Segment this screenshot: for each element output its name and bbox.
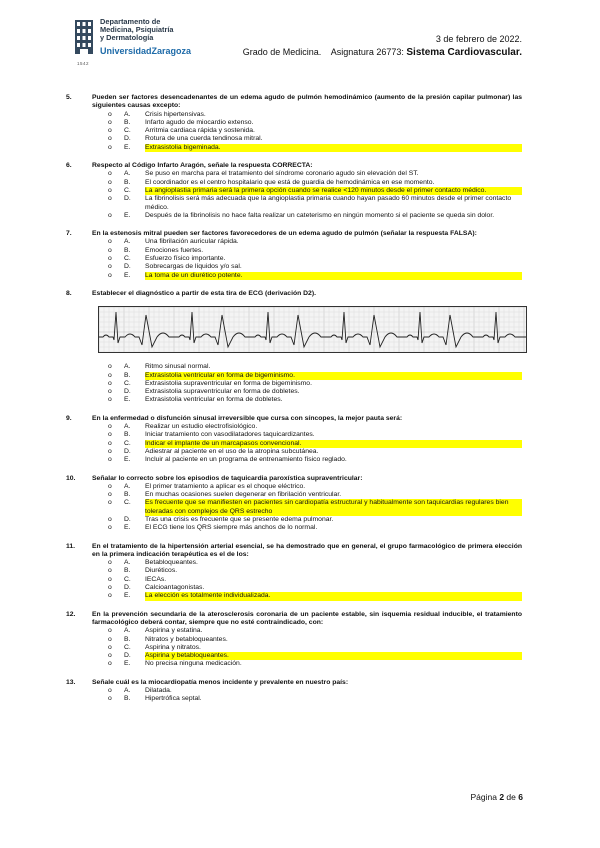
option-text: Incluir al paciente en un programa de entrenamiento físico reglado. xyxy=(145,456,347,464)
option-letter: D. xyxy=(124,388,131,396)
question-text: En la prevención secundaria de la aterosclerosis coronaria de un paciente estable, sin isquemia residual inducible, el tratamiento farmacológico deberá contar, siempre que no esté contraindicado, con: xyxy=(92,610,522,626)
option-text: Calcioantagonistas. xyxy=(145,584,205,592)
question-8 xyxy=(66,289,522,405)
option-letter: D. xyxy=(124,515,131,523)
question-number: 8. xyxy=(66,289,72,297)
option-letter: C. xyxy=(124,255,131,263)
subject-code: Asignatura 26773: xyxy=(330,47,404,57)
option-letter: E. xyxy=(124,143,131,151)
option-letter: C. xyxy=(124,186,131,194)
option-a xyxy=(108,483,522,491)
option-b xyxy=(108,567,522,575)
option-text-highlighted: Indicar el implante de un marcapasos convencional. xyxy=(145,440,522,448)
question-number: 5. xyxy=(66,94,72,101)
option-bullet: o xyxy=(108,439,112,447)
option-letter: B. xyxy=(124,567,131,575)
option-letter: A. xyxy=(124,423,131,431)
option-letter: E. xyxy=(124,211,131,219)
page-footer xyxy=(470,792,523,802)
option-letter: B. xyxy=(124,491,131,499)
option-d xyxy=(108,388,522,396)
option-letter: A. xyxy=(124,627,131,635)
question-header xyxy=(66,162,522,170)
option-bullet: o xyxy=(108,110,112,118)
option-text-highlighted: La toma de un diurético potente. xyxy=(145,272,522,280)
option-text-highlighted: Es frecuente que se manifiesten en pacientes sin cardiopatía estructural y habitualmente son taquicardias regulares bien toleradas con complejos de QRS estrecho xyxy=(145,499,522,516)
option-text: Iniciar tratamiento con vasodilatadores taquicardizantes. xyxy=(145,431,315,439)
option-bullet: o xyxy=(108,238,112,246)
option-bullet: o xyxy=(108,491,112,499)
option-c xyxy=(108,127,522,135)
option-text: Nitratos y betabloqueantes. xyxy=(145,635,228,643)
question-text: Respecto al Código Infarto Aragón, señale la respuesta CORRECTA: xyxy=(92,162,313,170)
option-e xyxy=(108,396,522,404)
option-bullet: o xyxy=(108,584,112,592)
option-text: El coordinador es el centro hospitalario que está de guardia de hemodinámica en ese momento. xyxy=(145,178,435,186)
option-e xyxy=(108,524,522,532)
option-b xyxy=(108,372,522,380)
option-letter: D. xyxy=(124,263,131,271)
option-b xyxy=(108,491,522,499)
option-a xyxy=(108,423,522,431)
questions-list xyxy=(66,94,522,714)
option-e xyxy=(108,272,522,280)
option-b xyxy=(108,119,522,127)
option-a xyxy=(108,363,522,371)
option-bullet: o xyxy=(108,363,112,371)
option-bullet: o xyxy=(108,271,112,279)
option-text: Tras una crisis es frecuente que se presente edema pulmonar. xyxy=(145,515,334,523)
option-letter: B. xyxy=(124,431,131,439)
option-bullet: o xyxy=(108,186,112,194)
option-d xyxy=(108,652,522,660)
question-10 xyxy=(66,474,522,533)
option-letter: B. xyxy=(124,695,131,703)
question-5 xyxy=(66,94,522,152)
option-letter: E. xyxy=(124,660,131,668)
option-letter: D. xyxy=(124,135,131,143)
option-text: Después de la fibrinolisis no hace falta realizar un cateterismo en ningún momento si el paciente se queda sin dolor. xyxy=(145,211,495,219)
option-e xyxy=(108,456,522,464)
option-d xyxy=(108,195,522,212)
option-bullet: o xyxy=(108,170,112,178)
option-d xyxy=(108,263,522,271)
option-bullet: o xyxy=(108,575,112,583)
option-bullet: o xyxy=(108,423,112,431)
option-bullet: o xyxy=(108,635,112,643)
page-header xyxy=(0,0,600,78)
option-bullet: o xyxy=(108,643,112,651)
option-letter: E. xyxy=(124,592,131,600)
option-text: Esfuerzo físico importante. xyxy=(145,255,226,263)
option-e xyxy=(108,660,522,668)
option-letter: D. xyxy=(124,195,131,203)
option-letter: C. xyxy=(124,499,131,507)
page-label: Página xyxy=(470,792,497,802)
option-bullet: o xyxy=(108,499,112,507)
option-letter: A. xyxy=(124,363,131,371)
option-bullet: o xyxy=(108,687,112,695)
option-text: Betabloqueantes. xyxy=(145,559,198,567)
option-e xyxy=(108,212,522,220)
option-letter: E. xyxy=(124,456,131,464)
option-letter: D. xyxy=(124,447,131,455)
option-text: Extrasistolia supraventricular en forma de dobletes. xyxy=(145,388,300,396)
option-text: En muchas ocasiones suelen degenerar en fibrilación ventricular. xyxy=(145,491,342,499)
option-a xyxy=(108,170,522,178)
option-letter: E. xyxy=(124,524,131,532)
dept-line-3: y Dermatología xyxy=(100,33,154,43)
option-bullet: o xyxy=(108,559,112,567)
option-letter: B. xyxy=(124,371,131,379)
option-bullet: o xyxy=(108,627,112,635)
question-text: Señalar lo correcto sobre los episodios de taquicardia paroxística supraventricular: xyxy=(92,474,363,482)
option-text: Hipertrófica septal. xyxy=(145,695,202,703)
option-e xyxy=(108,144,522,152)
option-text: Se puso en marcha para el tratamiento del síndrome coronario agudo sin elevación del ST. xyxy=(145,170,419,178)
option-b xyxy=(108,636,522,644)
page-total: 6 xyxy=(518,792,523,802)
option-letter: D. xyxy=(124,652,131,660)
question-text: En la estenosis mitral pueden ser factores favorecedores de un edema agudo de pulmón (señalar la respuesta FALSA): xyxy=(92,230,477,238)
option-c xyxy=(108,499,522,516)
option-c xyxy=(108,187,522,195)
option-bullet: o xyxy=(108,456,112,464)
option-bullet: o xyxy=(108,246,112,254)
option-bullet: o xyxy=(108,652,112,660)
option-bullet: o xyxy=(108,396,112,404)
option-text: Aspirina y estatina. xyxy=(145,627,203,635)
option-text: IECAs. xyxy=(145,575,167,583)
dept-line-1: Departamento de xyxy=(100,17,161,26)
question-11 xyxy=(66,542,522,601)
option-c xyxy=(108,255,522,263)
option-text: Rotura de una cuerda tendinosa mitral. xyxy=(145,135,263,143)
question-header xyxy=(66,289,522,298)
dept-line-2: Medicina, Psiquiatría xyxy=(100,25,174,35)
question-header xyxy=(66,94,522,111)
option-bullet: o xyxy=(108,447,112,455)
option-bullet: o xyxy=(108,195,112,203)
university-crest-icon xyxy=(73,18,95,60)
question-number: 10. xyxy=(66,474,76,482)
option-letter: E. xyxy=(124,396,131,404)
option-c xyxy=(108,380,522,388)
option-text: La fibrinolisis será más adecuada que la angioplastia primaria cuando hayan pasado 60 minutos desde el primer contacto médico. xyxy=(145,195,512,211)
option-d xyxy=(108,516,522,524)
option-bullet: o xyxy=(108,135,112,143)
option-text-highlighted: Extrasistolia bigeminada. xyxy=(145,144,522,152)
option-letter: D. xyxy=(124,584,131,592)
degree-name: Grado de Medicina. xyxy=(242,47,322,57)
option-text: Extrasistolia supraventricular en forma de bigeminismo. xyxy=(145,379,312,387)
exam-date: 3 de febrero de 2022. xyxy=(435,34,522,44)
option-bullet: o xyxy=(108,127,112,135)
department-name xyxy=(100,18,174,43)
question-header xyxy=(66,414,522,423)
question-13 xyxy=(66,678,522,704)
option-c xyxy=(108,576,522,584)
option-letter: A. xyxy=(124,110,131,118)
page-current: 2 xyxy=(499,792,505,802)
founding-year: 1542 xyxy=(77,61,90,66)
question-header xyxy=(66,678,522,687)
option-a xyxy=(108,238,522,246)
option-d xyxy=(108,135,522,143)
question-number: 6. xyxy=(66,162,72,170)
page-of: de xyxy=(506,792,516,802)
option-letter: A. xyxy=(124,238,131,246)
option-letter: A. xyxy=(124,687,131,695)
option-letter: C. xyxy=(124,127,131,135)
option-text-highlighted: Extrasistolia ventricular en forma de bigeminismo. xyxy=(145,372,522,380)
question-9 xyxy=(66,414,522,465)
option-e xyxy=(108,592,522,600)
option-text: Sobrecargas de líquidos y/o sal. xyxy=(145,263,242,271)
option-text: Ritmo sinusal normal. xyxy=(145,363,211,371)
question-number: 11. xyxy=(66,542,76,550)
option-c xyxy=(108,440,522,448)
university-name: UniversidadZaragoza xyxy=(100,46,192,56)
option-text: Aspirina y nitratos. xyxy=(145,643,201,651)
option-b xyxy=(108,431,522,439)
option-bullet: o xyxy=(108,567,112,575)
option-bullet: o xyxy=(108,592,112,600)
question-12 xyxy=(66,610,522,669)
option-a xyxy=(108,627,522,635)
option-letter: A. xyxy=(124,170,131,178)
option-c xyxy=(108,644,522,652)
option-text: Una fibrilación auricular rápida. xyxy=(145,238,239,246)
option-letter: B. xyxy=(124,118,131,126)
option-text: Arritmia cardiaca rápida y sostenida. xyxy=(145,127,255,135)
option-text: Dilatada. xyxy=(145,687,172,695)
option-letter: E. xyxy=(124,271,131,279)
question-text: Pueden ser factores desencadenantes de un edema agudo de pulmón hemodinámico (aumento de la presión capilar pulmonar) las siguientes causas excepto: xyxy=(92,94,522,110)
option-d xyxy=(108,584,522,592)
option-text: No precisa ninguna medicación. xyxy=(145,660,242,668)
option-letter: B. xyxy=(124,635,131,643)
option-letter: C. xyxy=(124,575,131,583)
ecg-strip-image xyxy=(98,306,527,353)
question-7 xyxy=(66,230,522,280)
question-text: Señale cuál es la miocardiopatía menos incidente y prevalente en nuestro país: xyxy=(92,678,349,686)
option-bullet: o xyxy=(108,211,112,219)
option-bullet: o xyxy=(108,695,112,703)
option-text: Crisis hipertensivas. xyxy=(145,110,206,118)
option-text: Extrasistolia ventricular en forma de dobletes. xyxy=(145,396,283,404)
option-d xyxy=(108,448,522,456)
option-bullet: o xyxy=(108,178,112,186)
option-bullet: o xyxy=(108,371,112,379)
option-bullet: o xyxy=(108,482,112,490)
subject-name: Sistema Cardiovascular. xyxy=(406,47,522,58)
question-header xyxy=(66,230,522,238)
option-letter: B. xyxy=(124,246,131,254)
option-letter: A. xyxy=(124,482,131,490)
option-bullet: o xyxy=(108,660,112,668)
question-text: En el tratamiento de la hipertensión arterial esencial, se ha demostrado que en general, el grupo farmacológico de primera elección en la primera indicación terapéutica es el de los: xyxy=(92,542,522,558)
question-text: En la enfermedad o disfunción sinusal irreversible que cursa con síncopes, la mejor pauta será: xyxy=(92,414,403,422)
question-number: 13. xyxy=(66,678,76,686)
option-text-highlighted: La angioplastia primaria será la primera opción cuando se realice <120 minutos desde el primer contacto médico. xyxy=(145,187,522,195)
question-header xyxy=(66,610,522,628)
option-a xyxy=(108,111,522,119)
option-letter: C. xyxy=(124,379,131,387)
option-text: Realizar un estudio electrofisiológico. xyxy=(145,423,258,431)
option-bullet: o xyxy=(108,431,112,439)
question-header xyxy=(66,542,522,560)
question-header xyxy=(66,474,522,483)
question-number: 7. xyxy=(66,230,72,238)
option-b xyxy=(108,179,522,187)
question-text: Establecer el diagnóstico a partir de esta tira de ECG (derivación D2). xyxy=(92,289,316,297)
option-bullet: o xyxy=(108,379,112,387)
option-bullet: o xyxy=(108,524,112,532)
option-text: El ECG tiene los QRS siempre más anchos de lo normal. xyxy=(145,524,318,532)
option-b xyxy=(108,695,522,703)
question-6 xyxy=(66,162,522,220)
course-info xyxy=(243,47,522,58)
option-bullet: o xyxy=(108,388,112,396)
option-bullet: o xyxy=(108,143,112,151)
option-letter: C. xyxy=(124,439,131,447)
option-bullet: o xyxy=(108,515,112,523)
option-letter: C. xyxy=(124,643,131,651)
option-text-highlighted: La elección es totalmente individualizada. xyxy=(145,592,522,600)
option-text: Emociones fuertes. xyxy=(145,246,204,254)
option-text: Adiestrar al paciente en el uso de la atropina subcutánea. xyxy=(145,447,319,455)
option-a xyxy=(108,559,522,567)
question-number: 9. xyxy=(66,414,72,422)
option-bullet: o xyxy=(108,263,112,271)
option-letter: B. xyxy=(124,178,131,186)
option-bullet: o xyxy=(108,255,112,263)
option-b xyxy=(108,247,522,255)
option-text: Diuréticos. xyxy=(145,567,178,575)
option-bullet: o xyxy=(108,118,112,126)
option-letter: A. xyxy=(124,559,131,567)
option-a xyxy=(108,687,522,695)
option-text-highlighted: Aspirina y betabloqueantes. xyxy=(145,652,522,660)
option-text: El primer tratamiento a aplicar es el choque eléctrico. xyxy=(145,482,306,490)
question-number: 12. xyxy=(66,610,76,618)
option-text: Infarto agudo de miocardio extenso. xyxy=(145,118,254,126)
